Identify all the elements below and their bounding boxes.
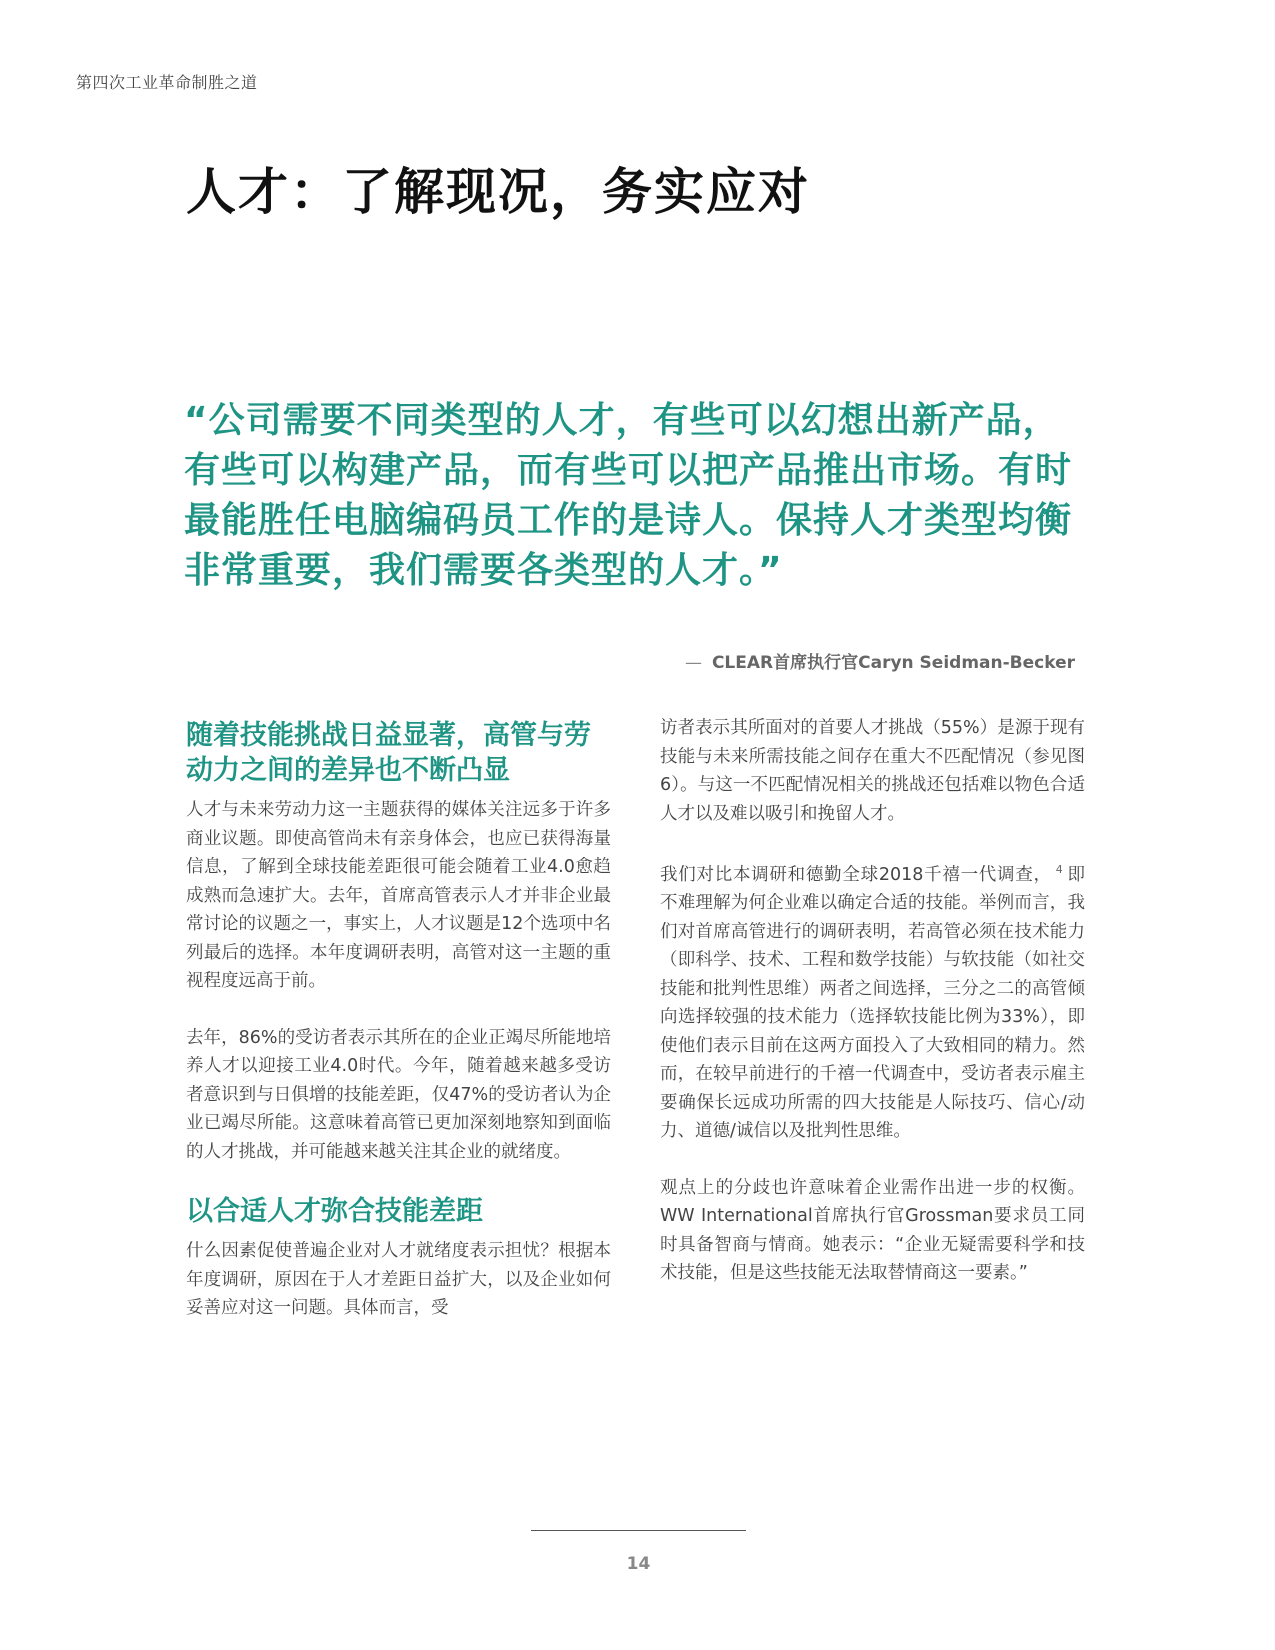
body-paragraph xyxy=(660,856,1085,1146)
running-header: 第四次工业革命制胜之道 xyxy=(76,73,258,92)
page-number: 14 xyxy=(626,1554,651,1574)
paragraph-text: 我们对比本调研和德勤全球2018千禧一代调查， xyxy=(660,864,1052,885)
footnote-reference[interactable]: 4 xyxy=(1055,863,1063,876)
left-column xyxy=(186,718,611,1351)
page-title: 人才：了解现况，务实应对 xyxy=(186,163,810,221)
attribution-text: CLEAR首席执行官Caryn Seidman-Becker xyxy=(711,653,1075,673)
section-heading-right-talent: 以合适人才弥合技能差距 xyxy=(186,1196,483,1227)
paragraph-text: 即不难理解为何企业难以确定合适的技能。举例而言，我们对首席高管进行的调研表明，若高管必须在技术能力（即科学、技术、工程和数学技能）与软技能（如社交技能和批判性思维）两者之间选择，三分之二的高管倾向选择较强的技术能力（选择软技能比例为33%），即使他们表示目前在这两方面投入了大致相同的精力。然而，在较早前进行的千禧一代调查中，受访者表示雇主要确保长远成功所需的四大技能是人际技巧、信心/动力、道德/诚信以及批判性思维。 xyxy=(660,864,1086,1142)
section-heading-skills-gap-widening: 随着技能挑战日益显著，高管与劳动力之间的差异也不断凸显 xyxy=(186,720,591,786)
quote-attribution xyxy=(685,648,1075,673)
attribution-dash: — xyxy=(684,653,702,673)
body-paragraph: 人才与未来劳动力这一主题获得的媒体关注远多于许多商业议题。即使高管尚未有亲身体会，也应已获得海量信息，了解到全球技能差距很可能会随着工业4.0愈趋成熟而急速扩大。去年，首席高管表示人才并非企业最常讨论的议题之一，事实上，人才议题是12个选项中名列最后的选择。本年度调研表明，高管对这一主题的重视程度远高于前。 xyxy=(186,800,611,991)
body-paragraph: 观点上的分歧也许意味着企业需作出进一步的权衡。WW International首席执行官Grossman要求员工同时具备智商与情商。她表示：“企业无疑需要科学和技术技能，但是这些技能无法取替情商这一要素。” xyxy=(660,1177,1085,1284)
body-paragraph: 访者表示其所面对的首要人才挑战（55%）是源于现有技能与未来所需技能之间存在重大不匹配情况（参见图6）。与这一不匹配情况相关的挑战还包括难以物色合适人才以及难以吸引和挽留人才。 xyxy=(660,718,1085,824)
pull-quote: “公司需要不同类型的人才，有些可以幻想出新产品，有些可以构建产品，而有些可以把产品推出市场。有时最能胜任电脑编码员工作的是诗人。保持人才类型均衡非常重要，我们需要各类型的人才。” xyxy=(184,400,1073,591)
right-column xyxy=(660,718,1085,1316)
footer-divider xyxy=(531,1530,746,1531)
body-paragraph: 什么因素促使普遍企业对人才就绪度表示担忧？根据本年度调研，原因在于人才差距日益扩大，以及企业如何妥善应对这一问题。具体而言，受 xyxy=(186,1241,611,1318)
body-paragraph: 去年，86%的受访者表示其所在的企业正竭尽所能地培养人才以迎接工业4.0时代。今年，随着越来越多受访者意识到与日俱增的技能差距，仅47%的受访者认为企业已竭尽所能。这意味着高管已更加深刻地察知到面临的人才挑战，并可能越来越关注其企业的就绪度。 xyxy=(186,1027,611,1162)
